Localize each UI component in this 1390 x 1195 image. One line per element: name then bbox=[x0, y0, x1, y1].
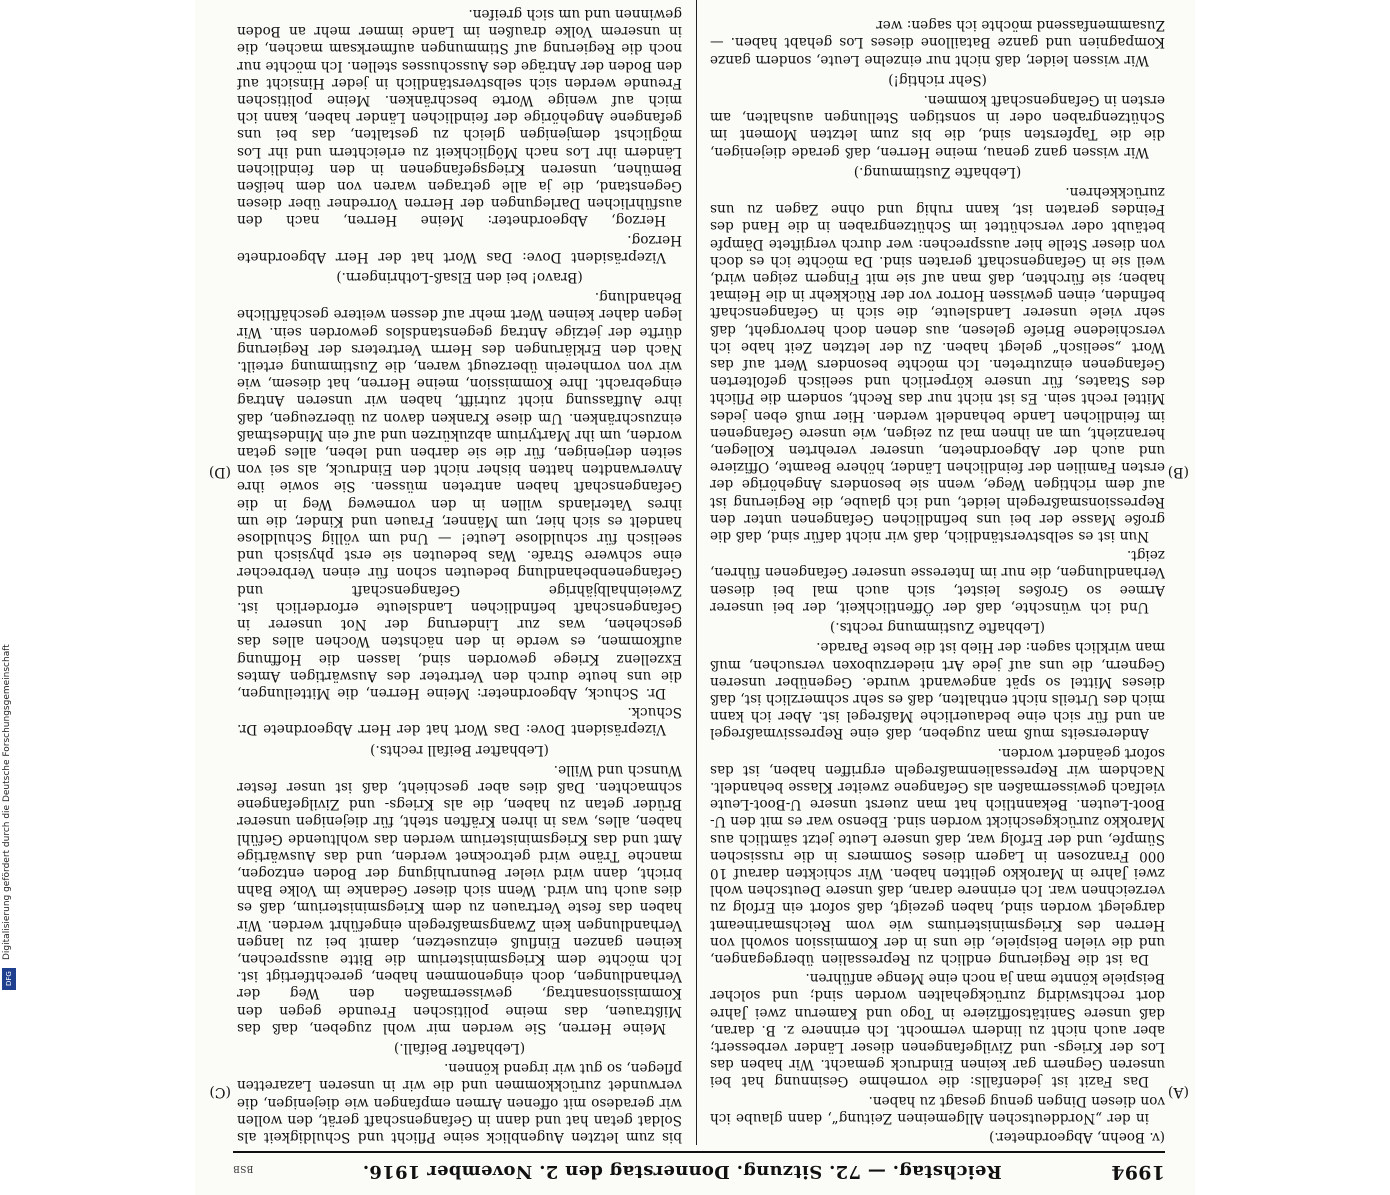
margin-mark-d: (D) bbox=[208, 464, 231, 480]
interjection: (Bravo! bei den Elsaß-Lothringern.) bbox=[336, 269, 583, 286]
interjection: (Lebhafter Beifall.) bbox=[393, 1039, 526, 1056]
paragraph: bis zum letzten Augenblick seine Pflicht und Schuldigkeit als Soldat getan hat und dann in Gefangenschaft gerät, den wollen wir geradeso mit offenen Armen empfangen wie diejenigen, die verwundet zurückkommen und die wir in unseren Lazaretten pflegen, so gut wir irgend können. bbox=[237, 1060, 682, 1145]
margin-mark-b: (B) bbox=[1167, 464, 1189, 480]
paragraph: Vizepräsident Dove: Das Wort hat der Herr Abgeordnete Herzog. bbox=[237, 231, 682, 265]
paragraph: Dr. Schuck, Abgeordneter: Meine Herren, die Mitteilungen, die uns heute durch den Vertreter des Auswärtigen Amtes Exzellenz Kriege geworden sind, lassen die Hoffnung aufkommen, es werde in den nächsten Wochen alles das geschehen, was zur Linderung der Not unserer in Gefangenschaft befindlichen Landsleute erforderlich ist. Zweieinhalbjährige Gefangenschaft und Gefangenenbehandlung bedeuten schon für einen Verbrecher eine schwere Strafe. Was bedeuten sie erst physisch und seelisch für schuldlose Leute! — Und um völlig Schuldlose handelt es sich hier, um Männer, Frauen und Kinder, die um ihres Vaterlands willen in den vorneweg Weg in die Gefangenschaft haben antreten müssen. Sie sowie ihre Anverwandten hatten bisher nicht den Eindruck, als sei von seiten derjenigen, für die sie darben und leben, alles getan worden, um ihr Martyrium abzukürzen und auf ein Mindestmaß einzuschränken. Um diese Kranken davon zu überzeugen, daß ihre Auffassung nicht zutrifft, haben wir unseren Antrag eingebracht. Ihre Kommission, meine Herren, hat diesem, wie wir von vornherein überzeugt waren, die Zustimmung erteilt. Nach den Erklärungen des Herrn Vertreters der Regierung dürfte der jetzige Antrag gegenstandslos geworden sein. Wir legen daher keinen Wert mehr auf dessen weitere geschäftliche Behandlung. bbox=[237, 289, 682, 701]
interjection: (Lebhafter Beifall rechts.) bbox=[370, 741, 549, 758]
paragraph: Vizepräsident Dove: Das Wort hat der Herr Abgeordnete Dr. Schuck. bbox=[237, 704, 682, 738]
dfg-logo: DFG bbox=[2, 968, 16, 990]
page-header bbox=[233, 1151, 1165, 1183]
paragraph: Wir wissen leider, daß nicht nur einzelne Leute, sondern ganze Kompagnien und ganze Bataillone dieses Los gehabt haben. — Zusammenfassend möchte ich sagen: wer bbox=[710, 17, 1165, 68]
running-title: Reichstag. — 72. Sitzung. Donnerstag den 2. November 1916. bbox=[362, 1161, 1002, 1182]
interjection: (Sehr richtig!) bbox=[888, 71, 987, 88]
paragraph: Meine Herren, Sie werden mir wohl zugeben, daß das Mißtrauen, das meine politischen Freunde gegen den Kommissionsantrag, gewissermaßen den Weg der Verhandlungen, doch eingenommen haben, gerechtfertigt ist. Ich möchte dem Kriegsministerium die Bitte aussprechen, keinen ganzen Einfluß einzusetzen, damit bei zu langen Verhandlungen kein Zwangsmaßregeln eingeführt werden. Wir haben das feste Vertrauen zu dem Kriegsministerium, daß es dies auch tun wird. Wenn sich dieser Gedanke im Volke Bahn bricht, dann wird vieler Beunruhigung der Boden entzogen, manche Träne wird getrocknet werden, und das Auswärtige Amt und das Kriegsministerium werden das wohltuende Gefühl haben, alles, was in ihren Kräften steht, für diejenigen unserer Brüder getan zu haben, die als Kriegs- und Zivilgefangene schmachten. Daß dies aber geschieht, daß ist unser fester Wunsch und Wille. bbox=[237, 761, 682, 1036]
paragraph: Wir wissen ganz genau, meine Herren, daß gerade diejenigen, die die Tapfersten sind, die bis zum letzten Moment im Schützengraben oder in sonstigen Stellungen aushalten, am ersten in Gefangenschaft kommen. bbox=[710, 92, 1165, 160]
credit-strip bbox=[2, 0, 16, 1000]
corner-mark: BSB bbox=[233, 1163, 254, 1173]
paragraph: Das Fazit ist jedenfalls: die vornehme Gesinnung hat bei unseren Gegnern gar keinen Eindruck gemacht. Wir haben das Los der Kriegs- und Zivilgefangenen dieser Länder verbessert; aber auch nicht zu lindern vermocht. Ich erinnere z. B. daran, daß unsere Sanitätsoffiziere in Togo und Kamerun zwei Jahre dort rechtswidrig zurückgehalten worden sind; und solcher Beispiele könnte man ja noch eine Menge anführen. bbox=[710, 970, 1165, 1090]
page-number: 1994 bbox=[1110, 1161, 1165, 1183]
interjection: (Lebhafte Zustimmung rechts.) bbox=[829, 619, 1046, 636]
paragraph: Und ich wünschte, daß der Öffentlichkeit, der bei unserer Armee so Großes leistet, sich auch mal bei diesen Verhandlungen, die nur im Interesse unserer Gefangenen führen, zeigt. bbox=[710, 547, 1165, 615]
credit-text: Digitalisierung gefördert durch die Deutsche Forschungsgemeinschaft bbox=[2, 644, 12, 960]
paragraph: Da ist die Regierung endlich zu Repressalien übergegangen, und die vielen Beispiele, die uns in der Kommission sowohl von Herren des Kriegsministeriums wie vom Reichsmarineamt dargelegt worden sind, haben gezeigt, daß sofort ein Erfolg zu verzeichnen war. Ich erinnere daran, daß unsere Deutschen wohl zwei Jahre in Marokko gelitten haben. Wir schickten darauf 10 000 Franzosen in Lagern dieses Sommers in die russischen Sümpfe, und der Erfolg war, daß unsere Leute jetzt sämtlich aus Marokko zurückgeschickt worden sind. Ebenso war es mit den U-Boot-Leuten. Bekanntlich hat man zuerst unsere U-Boot-Leute vielfach gewissermaßen als Gefangene zweiter Klasse behandelt. Nachdem wir Repressalienmaßregeln ergriffen haben, ist das sofort geändert worden. bbox=[710, 744, 1165, 967]
paragraph: (v. Boehn, Abgeordneter.) bbox=[989, 1129, 1165, 1145]
interjection: (Lebhafte Zustimmung.) bbox=[853, 163, 1022, 180]
right-column bbox=[237, 0, 682, 1145]
paragraph: Herzog, Abgeordneter: Meine Herren, nach den ausführlichen Darlegungen der Herren Vorredner über diesen Gegenstand, die ja alle getragen waren von dem heißen Bemühen, unseren Kriegsgefangenen in den feindlichen Ländern ihr Los nach Möglichkeit zu erleichtern und ihr Los möglichst demjenigen gleich zu gestalten, das bei uns gefangene Angehörige der feindlichen Länder haben, kann ich mich auf wenige Worte beschränken. Meine politischen Freunde werden sich selbstverständlich in jeder Hinsicht auf den Boden der Anträge des Ausschusses stellen. Ich möchte nur noch die Regierung auf Stimmungen aufmerksam machen, die in unserem Volke draußen im Lande immer mehr an Boden gewinnen und um sich greifen. bbox=[237, 6, 682, 229]
paragraph: Andererseits muß man zugeben, daß eine Repressivmaßregel an und für sich eine bedauerliche Maßregel ist. Aber ich kann mich des Urteils nicht enthalten, daß es sehr schmerzlich ist, daß dieses Mittel so spät angewandt wurde. Gegenüber unseren Gegnern, die uns auf jede Art niederzuboxen versuchen, muß man wirklich sagen: der Hieb ist die beste Parade. bbox=[710, 639, 1165, 742]
paragraph: Nun ist es selbstverständlich, daß wir nicht dafür sind, daß die große Masse der bei uns befindlichen Gefangenen unter den Repressionsmaßregeln leidet, und ich glaube, die Regierung ist auf dem richtigen Wege, wenn sie besonders Angehörige der ersten Familien der feindlichen Länder, höhere Beamte, Offiziere und auch der Abgeordneten, unserer verehrten Kollegen, heranzieht, um an ihnen mal zu zeigen, wie unsere Gefangenen im feindlichen Lande behandelt werden. Hier muß eben jedes Mittel recht sein. Es ist nicht nur das Recht, sondern die Pflicht des Staates, für unsere körperlich und seelisch gefolterten Gefangenen einzutreten. Ich möchte besonders Wert auf das Wort „seelisch“ gelegt haben. Zu der letzten Zeit habe ich verschiedene Briefe gelesen, aus denen doch hervorgeht, daß sehr viele unserer Landsleute, die sich in Gefangenschaft befinden, einen gewissen Horror vor der Rückkehr in die Heimat haben; sie fürchten, daß man auf sie mit Fingern zeigen wird, weil sie in Gefangenschaft geraten sind. Da möchte ich es doch von dieser Stelle hier aussprechen: wer durch vergiftete Dämpfe betäubt oder verschüttet im Schützengraben in die Hand des Feindes geraten ist, kann ruhig und ohne Zagen zu uns zurückkehren. bbox=[710, 184, 1165, 545]
newspaper-page bbox=[195, 0, 1195, 1195]
paragraph: in der „Norddeutschen Allgemeinen Zeitung“, dann glaube ich von diesen Dingen genug gesagt zu haben. bbox=[710, 1092, 1165, 1126]
left-column bbox=[710, 0, 1165, 1145]
margin-mark-a: (A) bbox=[1167, 1084, 1189, 1100]
margin-mark-c: (C) bbox=[209, 1084, 231, 1100]
column-divider bbox=[696, 0, 697, 1145]
